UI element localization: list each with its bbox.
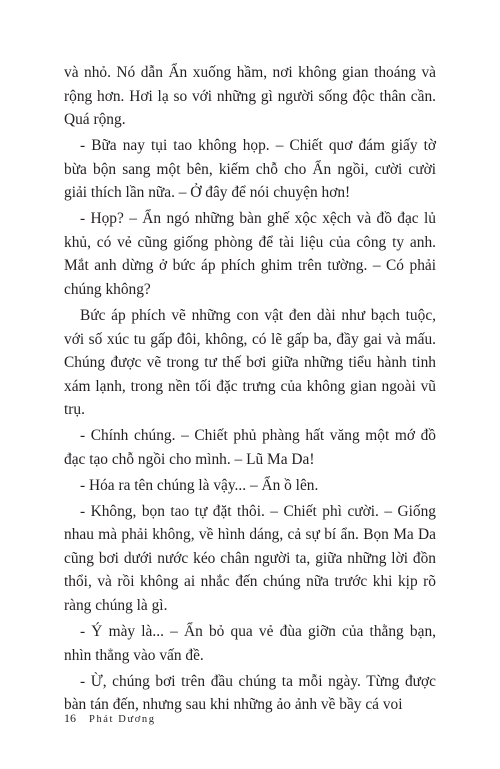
page-number: 16 bbox=[64, 711, 76, 725]
author-name: Phát Dương bbox=[89, 714, 156, 725]
body-text bbox=[64, 61, 436, 719]
paragraph: và nhỏ. Nó dẫn Ẩn xuống hầm, nơi không gian thoáng và rộng hơn. Hơi lạ so với những gì người sống độc thân cần. Quá rộng. bbox=[64, 64, 436, 129]
paragraph: - Chính chúng. – Chiết phủ phàng hất văng một mớ đồ đạc tạo chỗ ngồi cho mình. – Lũ Ma Da! bbox=[64, 427, 436, 468]
paragraph: - Hóa ra tên chúng là vậy... – Ẩn ồ lên. bbox=[80, 476, 319, 494]
paragraph: Bức áp phích vẽ những con vật đen dài như bạch tuộc, với số xúc tu gấp đôi, không, có lẽ gấp ba, đầy gai và mấu. Chúng được vẽ trong tư thế bơi giữa những tiểu hành tinh xám lạnh, trong nền tối đặc trưng của không gian ngoài vũ trụ. bbox=[64, 306, 436, 419]
paragraph: - Ý mày là... – Ẩn bỏ qua vẻ đùa giỡn của thằng bạn, nhìn thẳng vào vấn đề. bbox=[64, 623, 436, 664]
paragraph: - Ừ, chúng bơi trên đầu chúng ta mỗi ngày. Từng được bàn tán đến, nhưng sau khi những ảo ảnh về bầy cá voi bbox=[64, 672, 436, 714]
paragraph: - Họp? – Ẩn ngó những bàn ghế xộc xệch và đồ đạc lủ khủ, có vẻ cũng giống phòng để tài liệu của công ty anh. Mắt anh dừng ở bức áp phích ghim trên tường. – Có phải chúng không? bbox=[64, 210, 436, 298]
paragraph: - Bữa nay tụi tao không họp. – Chiết quơ đám giấy tờ bừa bộn sang một bên, kiếm chỗ cho Ẩn ngồi, cười cười giải thích lần nữa. – Ở đây để nói chuyện hơn! bbox=[64, 137, 436, 202]
paragraph: - Không, bọn tao tự đặt thôi. – Chiết phì cười. – Giống nhau mà phải không, về hình dáng, cả sự bí ẩn. Bọn Ma Da cũng bơi dưới nước kéo chân người ta, giữa những lời đồn thổi, và rồi không ai nhắc đến chúng nữa trước khi kịp rõ ràng chúng là gì. bbox=[64, 502, 436, 615]
page-footer bbox=[64, 711, 156, 727]
